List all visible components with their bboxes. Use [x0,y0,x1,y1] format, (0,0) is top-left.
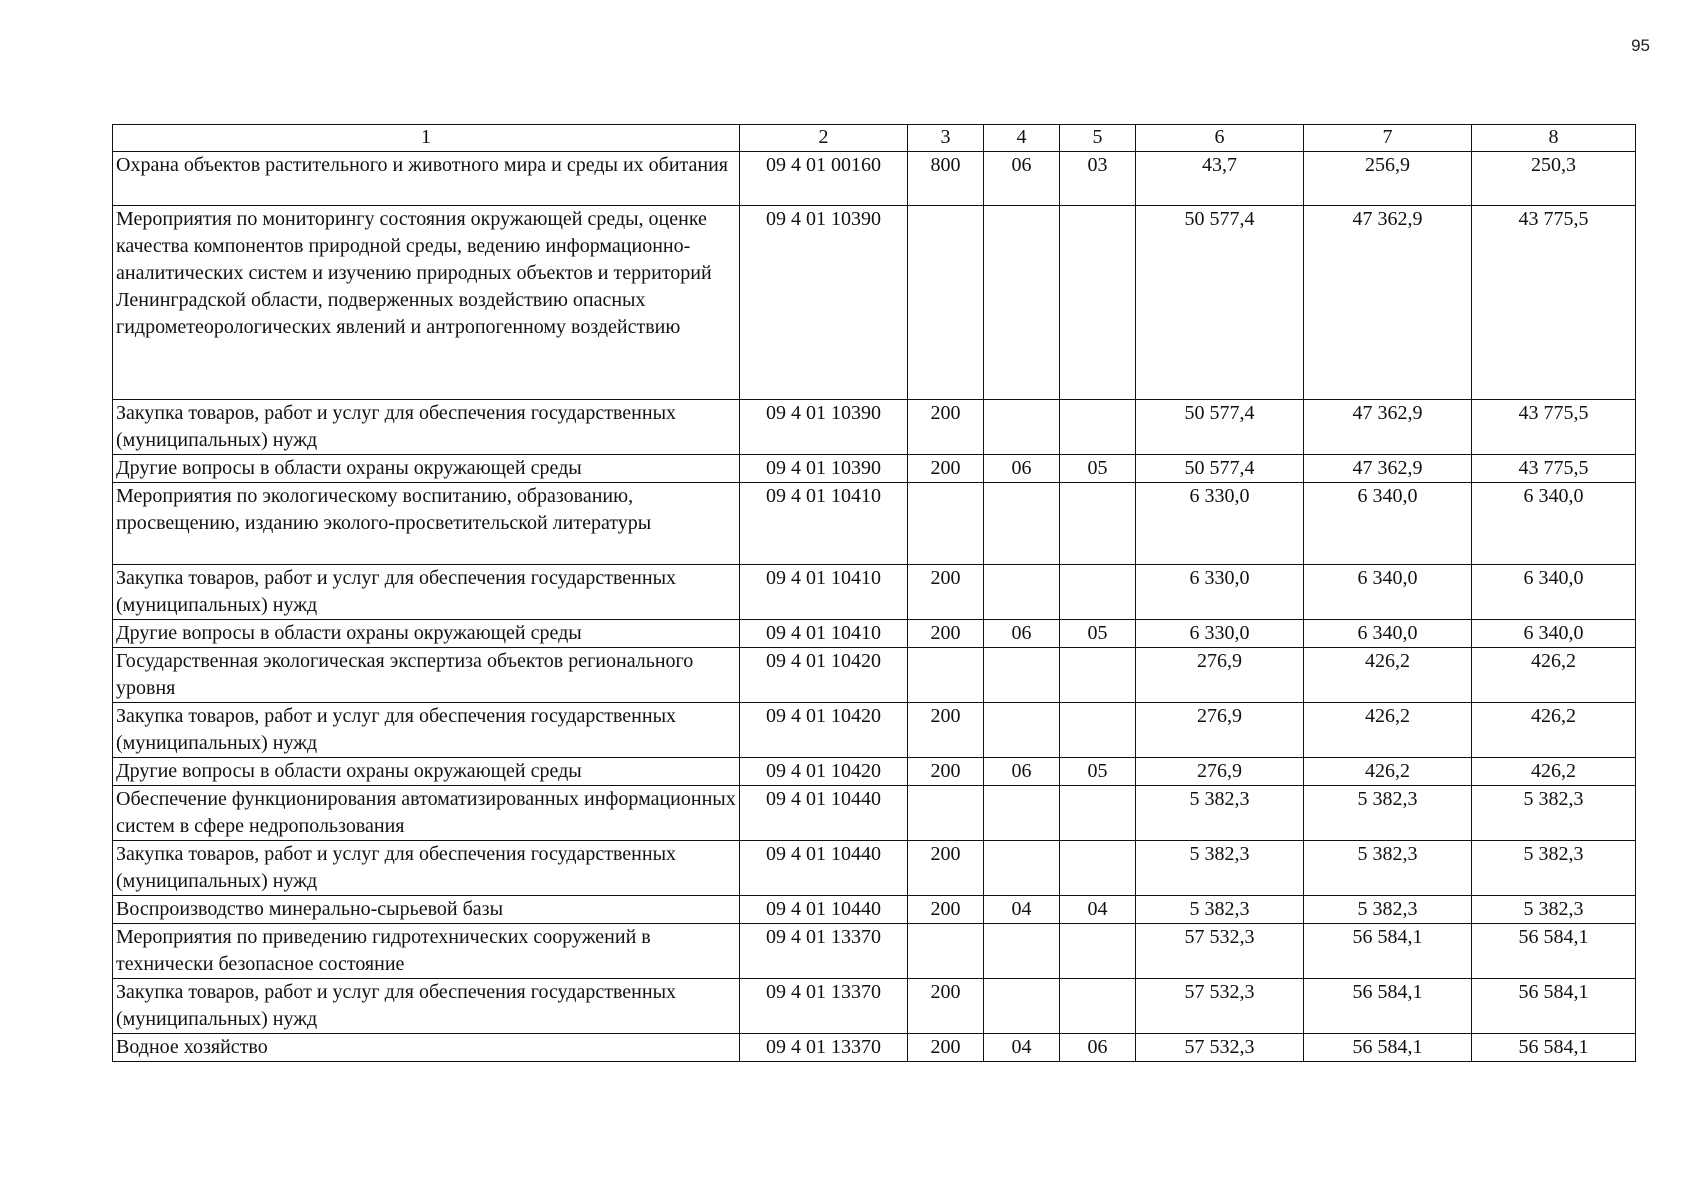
table-row [113,206,1636,400]
page-number: 95 [1631,36,1650,55]
row-subsection [1060,924,1136,979]
row-section: 04 [984,1034,1060,1062]
budget-table [112,124,1636,1062]
header-col-2: 2 [740,125,908,152]
row-target-code: 09 4 01 10410 [740,565,908,620]
row-value-col8: 43 775,5 [1472,455,1636,483]
row-section [984,565,1060,620]
row-value-col7: 5 382,3 [1304,896,1472,924]
row-name: Другие вопросы в области охраны окружающей среды [113,620,740,648]
row-subsection [1060,565,1136,620]
row-subsection [1060,841,1136,896]
row-subsection [1060,648,1136,703]
row-target-code: 09 4 01 10440 [740,786,908,841]
row-target-code: 09 4 01 10420 [740,648,908,703]
table-row [113,565,1636,620]
row-subsection [1060,979,1136,1034]
row-name: Воспроизводство минерально-сырьевой базы [113,896,740,924]
row-section [984,206,1060,400]
table-row [113,979,1636,1034]
row-subsection: 06 [1060,1034,1136,1062]
row-value-col6: 43,7 [1136,152,1304,206]
row-value-col6: 57 532,3 [1136,1034,1304,1062]
row-section [984,841,1060,896]
row-value-col8: 43 775,5 [1472,206,1636,400]
row-name: Государственная экологическая экспертиза объектов регионального уровня [113,648,740,703]
row-expense-type: 200 [908,620,984,648]
row-target-code: 09 4 01 10420 [740,758,908,786]
table-row [113,758,1636,786]
row-expense-type: 200 [908,455,984,483]
header-col-1: 1 [113,125,740,152]
row-expense-type: 200 [908,758,984,786]
row-value-col6: 5 382,3 [1136,896,1304,924]
table-row [113,648,1636,703]
row-subsection: 05 [1060,758,1136,786]
row-value-col8: 426,2 [1472,648,1636,703]
row-expense-type [908,483,984,565]
row-expense-type: 200 [908,979,984,1034]
row-value-col7: 426,2 [1304,758,1472,786]
row-value-col6: 276,9 [1136,648,1304,703]
row-value-col7: 5 382,3 [1304,786,1472,841]
table-row [113,455,1636,483]
row-expense-type: 200 [908,703,984,758]
row-value-col8: 43 775,5 [1472,400,1636,455]
row-value-col7: 256,9 [1304,152,1472,206]
row-value-col7: 56 584,1 [1304,924,1472,979]
row-value-col8: 426,2 [1472,758,1636,786]
row-expense-type [908,206,984,400]
row-value-col6: 276,9 [1136,703,1304,758]
row-value-col7: 5 382,3 [1304,841,1472,896]
table-row [113,1034,1636,1062]
table-row [113,620,1636,648]
row-value-col7: 56 584,1 [1304,1034,1472,1062]
header-col-8: 8 [1472,125,1636,152]
row-section [984,786,1060,841]
row-value-col7: 426,2 [1304,703,1472,758]
row-target-code: 09 4 01 10390 [740,400,908,455]
row-value-col7: 47 362,9 [1304,206,1472,400]
row-value-col7: 6 340,0 [1304,620,1472,648]
row-value-col8: 5 382,3 [1472,896,1636,924]
table-body [113,152,1636,1062]
row-value-col8: 6 340,0 [1472,483,1636,565]
header-col-3: 3 [908,125,984,152]
row-value-col7: 47 362,9 [1304,455,1472,483]
row-section [984,979,1060,1034]
row-value-col6: 276,9 [1136,758,1304,786]
row-section: 04 [984,896,1060,924]
row-value-col6: 50 577,4 [1136,206,1304,400]
row-section: 06 [984,152,1060,206]
row-section: 06 [984,620,1060,648]
header-col-7: 7 [1304,125,1472,152]
row-value-col6: 6 330,0 [1136,483,1304,565]
row-name: Другие вопросы в области охраны окружающей среды [113,455,740,483]
table-row [113,400,1636,455]
row-expense-type: 200 [908,1034,984,1062]
row-section [984,924,1060,979]
row-subsection [1060,483,1136,565]
row-section: 06 [984,758,1060,786]
row-value-col7: 426,2 [1304,648,1472,703]
header-col-4: 4 [984,125,1060,152]
row-target-code: 09 4 01 13370 [740,979,908,1034]
table-row [113,786,1636,841]
row-expense-type: 200 [908,841,984,896]
row-name: Закупка товаров, работ и услуг для обеспечения государственных (муниципальных) нужд [113,703,740,758]
row-subsection [1060,786,1136,841]
row-target-code: 09 4 01 10390 [740,206,908,400]
row-target-code: 09 4 01 13370 [740,1034,908,1062]
row-name: Мероприятия по мониторингу состояния окружающей среды, оценке качества компонентов природной среды, ведению информационно-аналитических систем и изучению природных объектов и территорий Ленинградской области, подверженных воздействию опасных гидрометеорологических явлений и антропогенному воздействию [113,206,740,400]
row-subsection [1060,206,1136,400]
row-target-code: 09 4 01 10410 [740,620,908,648]
row-value-col8: 5 382,3 [1472,841,1636,896]
row-value-col8: 250,3 [1472,152,1636,206]
table-row [113,896,1636,924]
row-name: Охрана объектов растительного и животного мира и среды их обитания [113,152,740,206]
row-target-code: 09 4 01 10440 [740,841,908,896]
row-name: Обеспечение функционирования автоматизированных информационных систем в сфере недропользования [113,786,740,841]
row-value-col8: 56 584,1 [1472,979,1636,1034]
row-section [984,483,1060,565]
table-row [113,703,1636,758]
row-value-col6: 6 330,0 [1136,620,1304,648]
row-expense-type: 800 [908,152,984,206]
row-value-col8: 6 340,0 [1472,620,1636,648]
row-target-code: 09 4 01 00160 [740,152,908,206]
row-value-col6: 5 382,3 [1136,786,1304,841]
row-expense-type [908,924,984,979]
row-value-col7: 6 340,0 [1304,565,1472,620]
row-expense-type [908,648,984,703]
row-expense-type [908,786,984,841]
row-name: Мероприятия по приведению гидротехнических сооружений в технически безопасное состояние [113,924,740,979]
row-section [984,400,1060,455]
row-name: Закупка товаров, работ и услуг для обеспечения государственных (муниципальных) нужд [113,565,740,620]
row-value-col6: 5 382,3 [1136,841,1304,896]
row-section [984,648,1060,703]
row-section [984,703,1060,758]
table-row [113,483,1636,565]
row-name: Водное хозяйство [113,1034,740,1062]
row-subsection: 04 [1060,896,1136,924]
row-target-code: 09 4 01 10390 [740,455,908,483]
table-row [113,924,1636,979]
row-target-code: 09 4 01 10440 [740,896,908,924]
row-target-code: 09 4 01 13370 [740,924,908,979]
row-value-col6: 57 532,3 [1136,924,1304,979]
table-row [113,152,1636,206]
row-name: Мероприятия по экологическому воспитанию, образованию, просвещению, изданию эколого-просветительской литературы [113,483,740,565]
header-row [113,125,1636,152]
table-row [113,841,1636,896]
row-value-col7: 56 584,1 [1304,979,1472,1034]
row-value-col8: 6 340,0 [1472,565,1636,620]
row-value-col6: 50 577,4 [1136,400,1304,455]
row-target-code: 09 4 01 10420 [740,703,908,758]
row-name: Другие вопросы в области охраны окружающей среды [113,758,740,786]
row-value-col8: 426,2 [1472,703,1636,758]
row-value-col6: 57 532,3 [1136,979,1304,1034]
row-value-col8: 5 382,3 [1472,786,1636,841]
row-subsection [1060,703,1136,758]
row-name: Закупка товаров, работ и услуг для обеспечения государственных (муниципальных) нужд [113,841,740,896]
row-subsection [1060,400,1136,455]
row-value-col7: 6 340,0 [1304,483,1472,565]
row-value-col8: 56 584,1 [1472,1034,1636,1062]
row-expense-type: 200 [908,896,984,924]
row-value-col8: 56 584,1 [1472,924,1636,979]
header-col-5: 5 [1060,125,1136,152]
row-subsection: 05 [1060,455,1136,483]
row-name: Закупка товаров, работ и услуг для обеспечения государственных (муниципальных) нужд [113,400,740,455]
row-expense-type: 200 [908,565,984,620]
row-expense-type: 200 [908,400,984,455]
row-subsection: 05 [1060,620,1136,648]
row-target-code: 09 4 01 10410 [740,483,908,565]
row-value-col7: 47 362,9 [1304,400,1472,455]
row-section: 06 [984,455,1060,483]
row-name: Закупка товаров, работ и услуг для обеспечения государственных (муниципальных) нужд [113,979,740,1034]
row-value-col6: 6 330,0 [1136,565,1304,620]
header-col-6: 6 [1136,125,1304,152]
row-value-col6: 50 577,4 [1136,455,1304,483]
row-subsection: 03 [1060,152,1136,206]
